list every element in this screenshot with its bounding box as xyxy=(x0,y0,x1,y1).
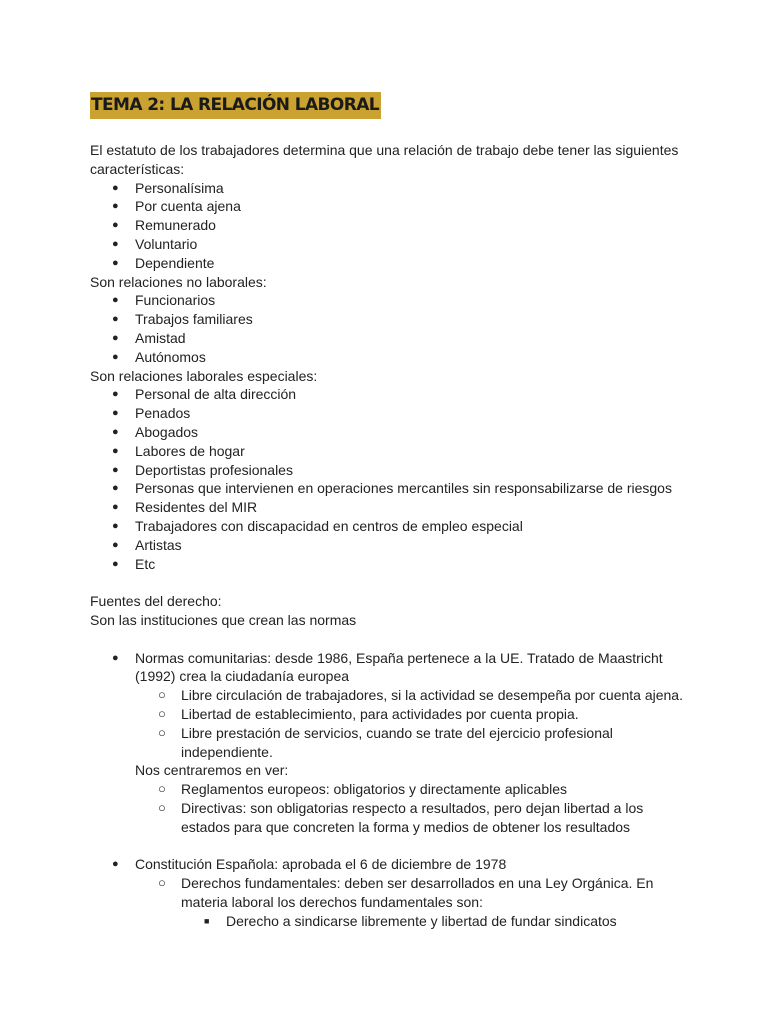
list-item: ● Trabajos familiares xyxy=(90,310,690,329)
list-item: ● Abogados xyxy=(90,423,690,442)
fuentes-subheading: Son las instituciones que crean las normas xyxy=(90,611,357,628)
no-laborales-list xyxy=(90,291,690,366)
page-title: TEMA 2: LA RELACIÓN LABORAL xyxy=(90,92,381,119)
no-laborales-heading: Son relaciones no laborales: xyxy=(90,273,267,290)
list-item: ● Por cuenta ajena xyxy=(90,197,690,216)
intro-paragraph: El estatuto de los trabajadores determina que una relación de trabajo debe tener las siguientes características: xyxy=(90,142,679,177)
list-item: ● Deportistas profesionales xyxy=(90,461,690,480)
list-item: ● Personal de alta dirección xyxy=(90,385,690,404)
list-item-derechos xyxy=(135,874,690,930)
fuentes-list xyxy=(90,649,690,931)
caracteristicas-list xyxy=(90,179,690,273)
document-body xyxy=(90,141,690,930)
list-item: ● Remunerado xyxy=(90,216,690,235)
list-item: ■ Derecho a sindicarse libremente y libertad de fundar sindicatos xyxy=(181,912,690,931)
list-item: ○ Libre circulación de trabajadores, si la actividad se desempeña por cuenta ajena. xyxy=(135,686,690,705)
list-item: ● Dependiente xyxy=(90,254,690,273)
list-item: ● Labores de hogar xyxy=(90,442,690,461)
derechos-label: Derechos fundamentales: deben ser desarrollados en una Ley Orgánica. En materia laboral los derechos fundamentales son: xyxy=(181,875,654,910)
list-item: ○ Libertad de establecimiento, para actividades por cuenta propia. xyxy=(135,705,690,724)
list-item: ● Autónomos xyxy=(90,348,690,367)
list-item: ● Trabajadores con discapacidad en centros de empleo especial xyxy=(90,517,690,536)
list-item: ● Etc xyxy=(90,555,690,574)
list-item-normas xyxy=(90,649,690,856)
list-item: ○ Directivas: son obligatorias respecto a resultados, pero dejan libertad a los estados para que concreten la forma y medios de obtener los resultados xyxy=(135,799,690,837)
centraremos-heading: Nos centraremos en ver: xyxy=(135,762,289,779)
list-item: ● Funcionarios xyxy=(90,291,690,310)
centraremos-sublist xyxy=(90,780,690,836)
list-item: ● Residentes del MIR xyxy=(90,498,690,517)
list-item: ○ Reglamentos europeos: obligatorios y directamente aplicables xyxy=(135,780,690,799)
list-item: ● Penados xyxy=(90,404,690,423)
constitucion-sublist xyxy=(90,874,690,930)
list-item: ● Artistas xyxy=(90,536,690,555)
normas-sublist xyxy=(90,686,690,761)
fuentes-heading: Fuentes del derecho: xyxy=(90,593,222,610)
normas-label: Normas comunitarias: desde 1986, España pertenece a la UE. Tratado de Maastricht (1992) crea la ciudadanía europea xyxy=(135,649,663,685)
especiales-heading: Son relaciones laborales especiales: xyxy=(90,367,318,384)
title-block xyxy=(90,92,381,119)
list-item: ● Personalísima xyxy=(90,179,690,198)
list-item: ○ Libre prestación de servicios, cuando se trate del ejercicio profesional independiente. xyxy=(135,724,690,762)
especiales-list xyxy=(90,385,690,573)
constitucion-label: Constitución Española: aprobada el 6 de diciembre de 1978 xyxy=(135,856,507,873)
list-item-constitucion xyxy=(90,855,690,930)
list-item: ● Amistad xyxy=(90,329,690,348)
list-item: ● Voluntario xyxy=(90,235,690,254)
list-item: ● Personas que intervienen en operaciones mercantiles sin responsabilizarse de riesgos xyxy=(90,479,690,498)
derechos-sublist xyxy=(135,912,690,931)
